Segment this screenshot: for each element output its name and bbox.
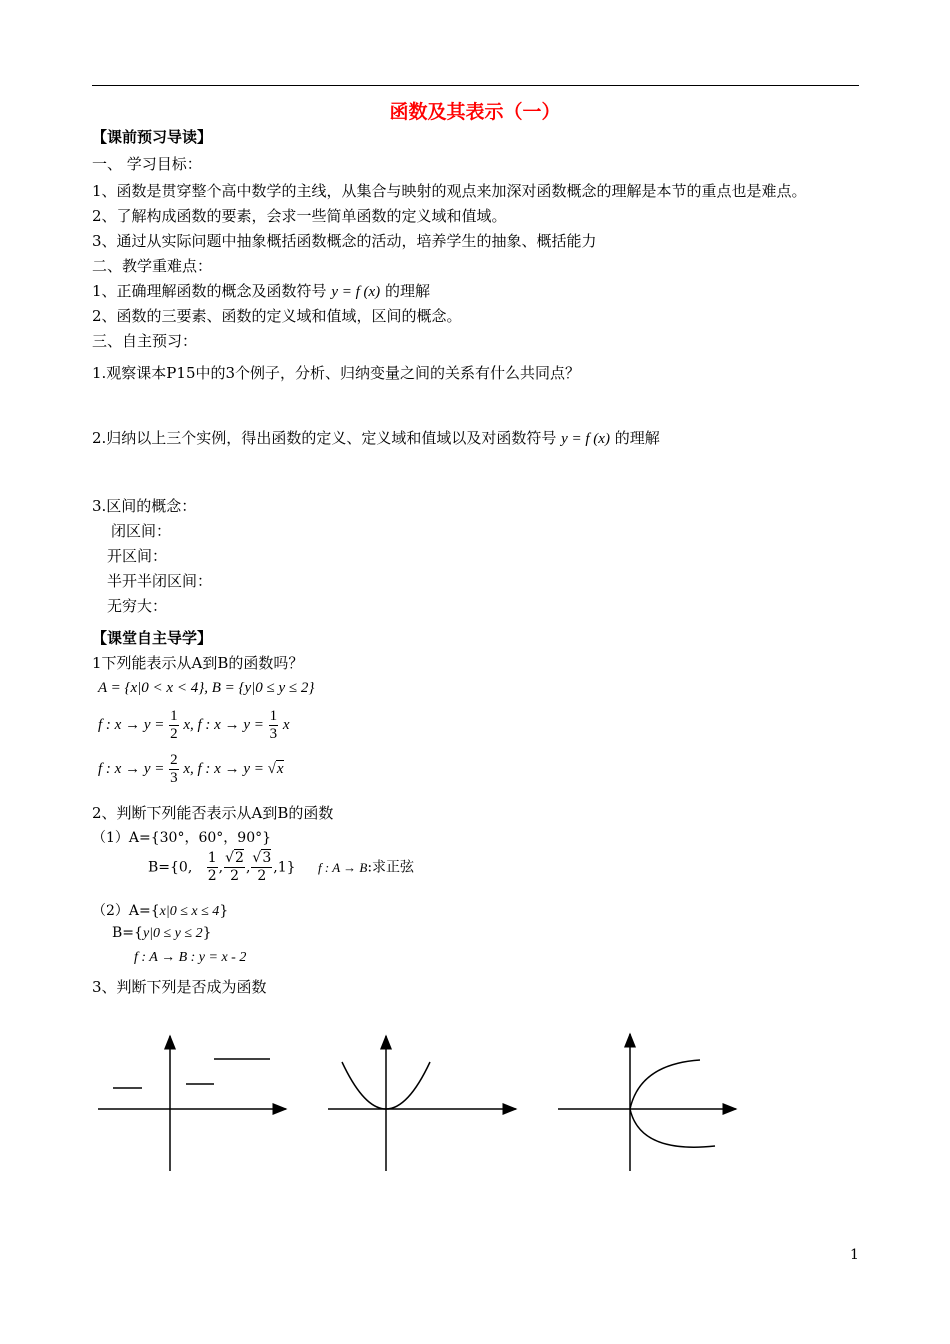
interval-item: 闭区间： bbox=[111, 522, 172, 540]
set-text: B={0, bbox=[148, 859, 193, 876]
sqrt-radicand: x bbox=[276, 760, 284, 777]
set-condition: x|0 ≤ x ≤ 4 bbox=[159, 904, 220, 919]
question-2-part-2-setA bbox=[92, 900, 228, 920]
page-number: 1 bbox=[850, 1247, 859, 1263]
mapping-text: x, f : x → y = bbox=[183, 716, 264, 733]
fraction-numerator: 1 bbox=[269, 708, 278, 724]
question-2-part-2-setB bbox=[112, 925, 212, 942]
set-text: B={ bbox=[112, 925, 143, 941]
graph-sideways-parabola bbox=[550, 1030, 760, 1180]
graph-parabola bbox=[320, 1030, 530, 1180]
mapping-rule: :求正弦 bbox=[367, 859, 415, 876]
header-rule bbox=[92, 85, 859, 86]
set-text: } bbox=[219, 903, 229, 919]
section-heading-classroom: 【课堂自主导学】 bbox=[92, 629, 213, 647]
preview-question: 3.区间的概念： bbox=[92, 497, 197, 515]
preview-text: 2.归纳以上三个实例，得出函数的定义、定义域和值域以及对函数符号 bbox=[92, 429, 557, 447]
fraction-denominator: 3 bbox=[269, 726, 278, 742]
key-point-item: 2、函数的三要素、函数的定义域和值域，区间的概念。 bbox=[92, 307, 462, 325]
set-text: （2）A={ bbox=[92, 903, 160, 919]
fraction bbox=[224, 850, 245, 885]
question-2-part-1-setB: B={0, $\frac{1}{2}$ , $\frac{√2}{2}$ , $\frac{√3}{2}$ ,1} f : A → B:求正弦 bbox=[148, 850, 415, 884]
set-text: } bbox=[202, 925, 212, 941]
question-1-mappings-row-1 bbox=[98, 708, 290, 743]
objectives-heading: 一、 学习目标： bbox=[92, 155, 202, 173]
mapping-text: f : x → y = bbox=[98, 716, 165, 733]
key-point-text: 1、正确理解函数的概念及函数符号 bbox=[92, 282, 327, 300]
set-condition: y|0 ≤ y ≤ 2 bbox=[142, 926, 203, 941]
graph-step-segments bbox=[90, 1030, 300, 1180]
question-1-sets: A = {x|0 < x < 4}, B = {y|0 ≤ y ≤ 2} bbox=[98, 680, 315, 696]
key-points-heading: 二、教学重难点： bbox=[92, 257, 213, 275]
interval-item: 无穷大： bbox=[107, 597, 168, 615]
fraction-denominator: 2 bbox=[257, 868, 267, 884]
fraction bbox=[207, 850, 218, 885]
question-2-part-1-setA: （1）A={30°，60°，90°} bbox=[92, 830, 272, 846]
preview-question: 1.观察课本P15中的3个例子，分析、归纳变量之间的关系有什么共同点？ bbox=[92, 364, 581, 382]
question-1-mappings-row-2 bbox=[98, 752, 284, 787]
preview-text: 的理解 bbox=[614, 429, 660, 447]
function-notation: y = f (x) bbox=[561, 431, 610, 447]
sqrt-symbol: √ bbox=[267, 760, 276, 777]
interval-item: 开区间： bbox=[107, 547, 168, 565]
fraction bbox=[251, 850, 272, 885]
fraction-numerator: 2 bbox=[235, 850, 244, 866]
mapping-text: x bbox=[282, 716, 290, 733]
fraction-numerator: 3 bbox=[262, 850, 272, 866]
question-3: 3、判断下列是否成为函数 bbox=[92, 978, 267, 996]
sqrt-symbol: √ bbox=[252, 850, 262, 866]
key-point-item bbox=[92, 280, 430, 301]
page-title: 函数及其表示（一） bbox=[389, 101, 561, 123]
fraction-numerator: 1 bbox=[170, 708, 178, 724]
fraction-numerator: 2 bbox=[170, 752, 178, 768]
objective-item: 2、了解构成函数的要素，会求一些简单函数的定义域和值域。 bbox=[92, 207, 507, 225]
sideways-parabola-curve bbox=[630, 1060, 715, 1147]
fraction bbox=[269, 708, 279, 743]
sqrt-symbol: √ bbox=[225, 850, 235, 866]
mapping-notation: f : A → B bbox=[317, 859, 368, 875]
set-text: ,1} bbox=[273, 859, 296, 876]
interval-item: 半开半闭区间： bbox=[107, 572, 213, 590]
question-2: 2、判断下列能否表示从A到B的函数 bbox=[92, 804, 334, 822]
mapping-text: f : x → y = bbox=[98, 760, 165, 777]
function-notation: y = f (x) bbox=[331, 284, 381, 300]
fraction-denominator: 3 bbox=[170, 770, 178, 786]
section-heading-preview: 【课前预习导读】 bbox=[92, 128, 213, 146]
fraction bbox=[169, 708, 179, 743]
fraction-denominator: 2 bbox=[207, 868, 217, 884]
mapping-text: x, f : x → y = bbox=[183, 760, 264, 777]
preview-question bbox=[92, 427, 660, 448]
question-1: 1下列能表示从A到B的函数吗？ bbox=[92, 654, 304, 672]
fraction-numerator: 1 bbox=[207, 850, 217, 866]
fraction-denominator: 2 bbox=[170, 726, 178, 742]
fraction-denominator: 2 bbox=[230, 868, 239, 884]
key-point-text: 的理解 bbox=[384, 282, 430, 300]
question-2-part-2-mapping: f : A → B : y = x - 2 bbox=[134, 950, 247, 965]
objective-item: 1、函数是贯穿整个高中数学的主线，从集合与映射的观点来加深对函数概念的理解是本节的重点也是难点。 bbox=[92, 182, 807, 200]
objective-item: 3、通过从实际问题中抽象概括函数概念的活动，培养学生的抽象、概括能力 bbox=[92, 232, 597, 250]
fraction bbox=[169, 752, 179, 787]
preview-heading: 三、自主预习： bbox=[92, 332, 198, 350]
